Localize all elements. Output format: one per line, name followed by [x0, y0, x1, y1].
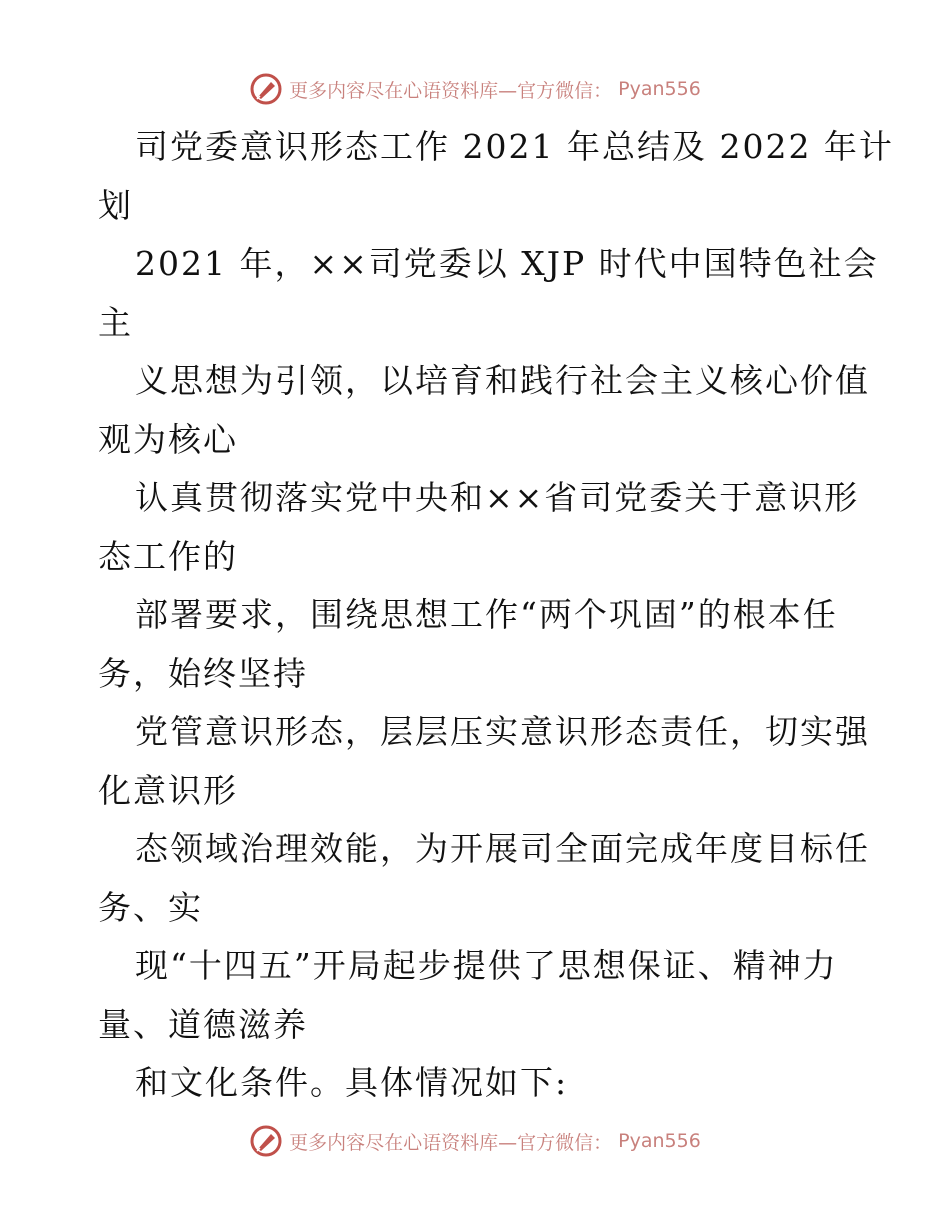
- doc-line: 义思想为引领，以培育和践行社会主义核心价值: [135, 361, 870, 400]
- doc-line: 务，始终坚持: [98, 653, 308, 693]
- doc-line: 态领域治理效能，为开展司全面完成年度目标任: [135, 829, 870, 868]
- doc-line: 观为核心: [98, 419, 238, 459]
- doc-line: 司党委意识形态工作 2021 年总结及 2022 年计: [135, 127, 894, 166]
- doc-line: 主: [98, 302, 133, 342]
- doc-line: 务、实: [98, 887, 203, 927]
- watermark-handle: Pyan556: [618, 78, 701, 100]
- doc-line: 态工作的: [98, 536, 238, 576]
- doc-line: 划: [98, 185, 133, 225]
- document-body: [98, 118, 894, 1113]
- pen-nib-logo-icon: [249, 72, 283, 106]
- doc-line: 党管意识形态，层层压实意识形态责任，切实强: [135, 712, 870, 751]
- doc-line: 和文化条件。具体情况如下:: [135, 1063, 569, 1102]
- doc-line: 现“十四五”开局起步提供了思想保证、精神力: [135, 946, 838, 985]
- watermark-text: 更多内容尽在心语资料库—官方微信：: [289, 1131, 613, 1154]
- doc-line: 2021 年，××司党委以 XJP 时代中国特色社会: [135, 244, 879, 283]
- doc-line: 量、道德滋养: [98, 1004, 308, 1044]
- doc-line: 化意识形: [98, 770, 238, 810]
- watermark-text: 更多内容尽在心语资料库—官方微信：: [289, 79, 613, 102]
- footer-watermark: [0, 1124, 950, 1158]
- doc-line: 认真贯彻落实党中央和××省司党委关于意识形: [135, 478, 860, 517]
- watermark-handle: Pyan556: [618, 1130, 701, 1152]
- header-watermark: [0, 72, 950, 106]
- doc-line: 部署要求，围绕思想工作“两个巩固”的根本任: [135, 595, 838, 634]
- pen-nib-logo-icon: [249, 1124, 283, 1158]
